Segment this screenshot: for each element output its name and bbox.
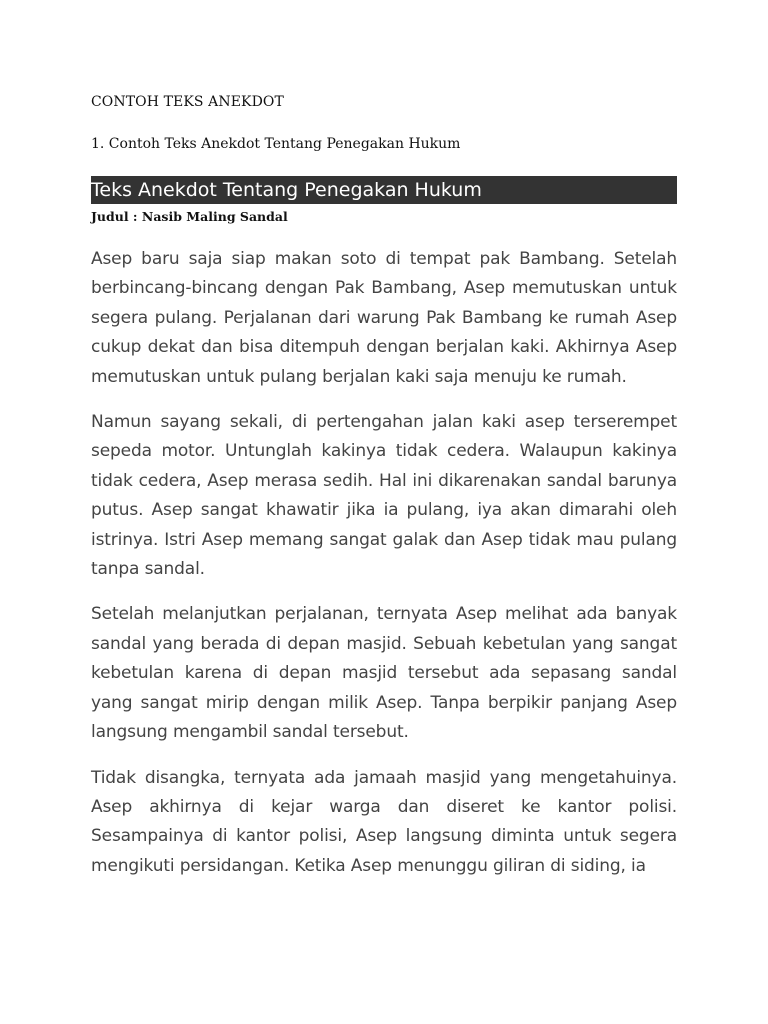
paragraph-3: Setelah melanjutkan perjalanan, ternyata Asep melihat ada banyak sandal yang berada di depan masjid. Sebuah kebetulan yang sangat kebetulan karena di depan masjid tersebut ada sepasang sandal yang sangat mirip dengan milik Asep. Tanpa berpikir panjang Asep langsung mengambil sandal tersebut. [91,604,677,743]
story-body [91,245,677,897]
section-heading: 1. Contoh Teks Anekdot Tentang Penegakan Hukum [91,136,461,152]
paragraph-1: Asep baru saja siap makan soto di tempat pak Bambang. Setelah berbincang-bincang dengan Pak Bambang, Asep memutuskan untuk segera pulang. Perjalanan dari warung Pak Bambang ke rumah Asep cukup dekat dan bisa ditempuh dengan berjalan kaki. Akhirnya Asep memutuskan untuk pulang berjalan kaki saja menuju ke rumah. [91,249,677,387]
story-banner: Teks Anekdot Tentang Penegakan Hukum [91,176,677,204]
paragraph-2: Namun sayang sekali, di pertengahan jalan kaki asep terserempet sepeda motor. Untunglah kakinya tidak cedera. Walaupun kakinya tidak cedera, Asep merasa sedih. Hal ini dikarenakan sandal barunya putus. Asep sangat khawatir jika ia pulang, iya akan dimarahi oleh istrinya. Istri Asep memang sangat galak dan Asep tidak mau pulang tanpa sandal. [91,412,677,580]
story-subtitle: Judul : Nasib Maling Sandal [91,209,288,224]
document-title: CONTOH TEKS ANEKDOT [91,94,284,110]
paragraph-4: Tidak disangka, ternyata ada jamaah masjid yang mengetahuinya. Asep akhirnya di kejar warga dan diseret ke kantor polisi. Sesampainya di kantor polisi, Asep langsung diminta untuk segera mengikuti persidangan. Ketika Asep menunggu giliran di siding, ia [91,767,677,876]
